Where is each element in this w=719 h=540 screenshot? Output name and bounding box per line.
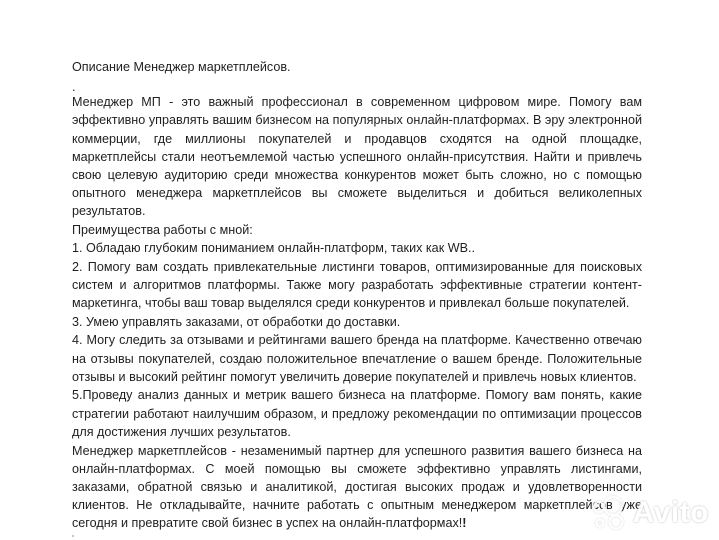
advantage-item-1: 1. Обладаю глубоким пониманием онлайн-платформ, таких как WB..	[72, 240, 475, 255]
avito-watermark-text: Avito	[632, 496, 709, 529]
advantage-item-5: 5.Проведу анализ данных и метрик вашего бизнеса на платформе. Помогу вам понять, какие стратегии работают наилучшим образом, и предложу рекомендации по оптимизации процессов для достижения лучших результатов.	[72, 388, 642, 439]
intro-paragraph: Менеджер МП - это важный профессионал в современном цифровом мире. Помогу вам эффективно управлять вашим бизнесом на популярных онлайн-платформах. В эру электронной коммерции, где миллионы покупателей и продавцов сходятся на одной площадке, маркетплейсы стали неотъемлемой частью успешного онлайн-присутствия. Найти и привлечь свою целевую аудиторию среди множества конкурентов может быть сложно, но с помощью опытного менеджера маркетплейсов вы сможете выделиться и добиться великолепных результатов.	[72, 95, 642, 219]
advantage-item-3: 3. Умею управлять заказами, от обработки до доставки.	[72, 314, 401, 329]
separator-dot: .	[72, 80, 76, 95]
document-body	[72, 58, 642, 533]
advantages-list	[72, 239, 642, 441]
closing-paragraph	[72, 442, 642, 533]
document-title: Описание Менеджер маркетплейсов.	[72, 60, 291, 74]
avito-watermark	[589, 496, 709, 530]
advantage-item-4: 4. Могу следить за отзывами и рейтингами вашего бренда на платформе. Качественно отвечаю на отзывы покупателей, создаю положительное впечатление о вашем бренде. Положительные отзывы и высокий рейтинг помогут увеличить доверие покупателей и привлечь новых клиентов.	[72, 333, 642, 384]
avito-logo-icon	[589, 496, 627, 530]
advantage-item-2: 2. Помогу вам создать привлекательные листинги товаров, оптимизированные для поисковых систем и алгоритмов платформы. Также могу разработать эффективные стратегии контент-маркетинга, чтобы ваш товар выделялся среди конкурентов и привлекал больше покупателей.	[72, 259, 642, 310]
corner-mark	[72, 535, 74, 537]
closing-emphasis: !	[462, 516, 467, 531]
advantages-heading: Преимущества работы с мной:	[72, 222, 253, 237]
closing-text: Менеджер маркетплейсов - незаменимый партнер для успешного развития вашего бизнеса на онлайн-платформах. С моей помощью вы сможете эффективно управлять листингами, заказами, обратной связью и аналитикой, достигая высоких продаж и удовлетворенности клиентов. Не откладывайте, начните работать с опытным менеджером маркетплейсов уже сегодня и превратите свой бизнес в успех на онлайн-платформах!	[72, 443, 642, 531]
